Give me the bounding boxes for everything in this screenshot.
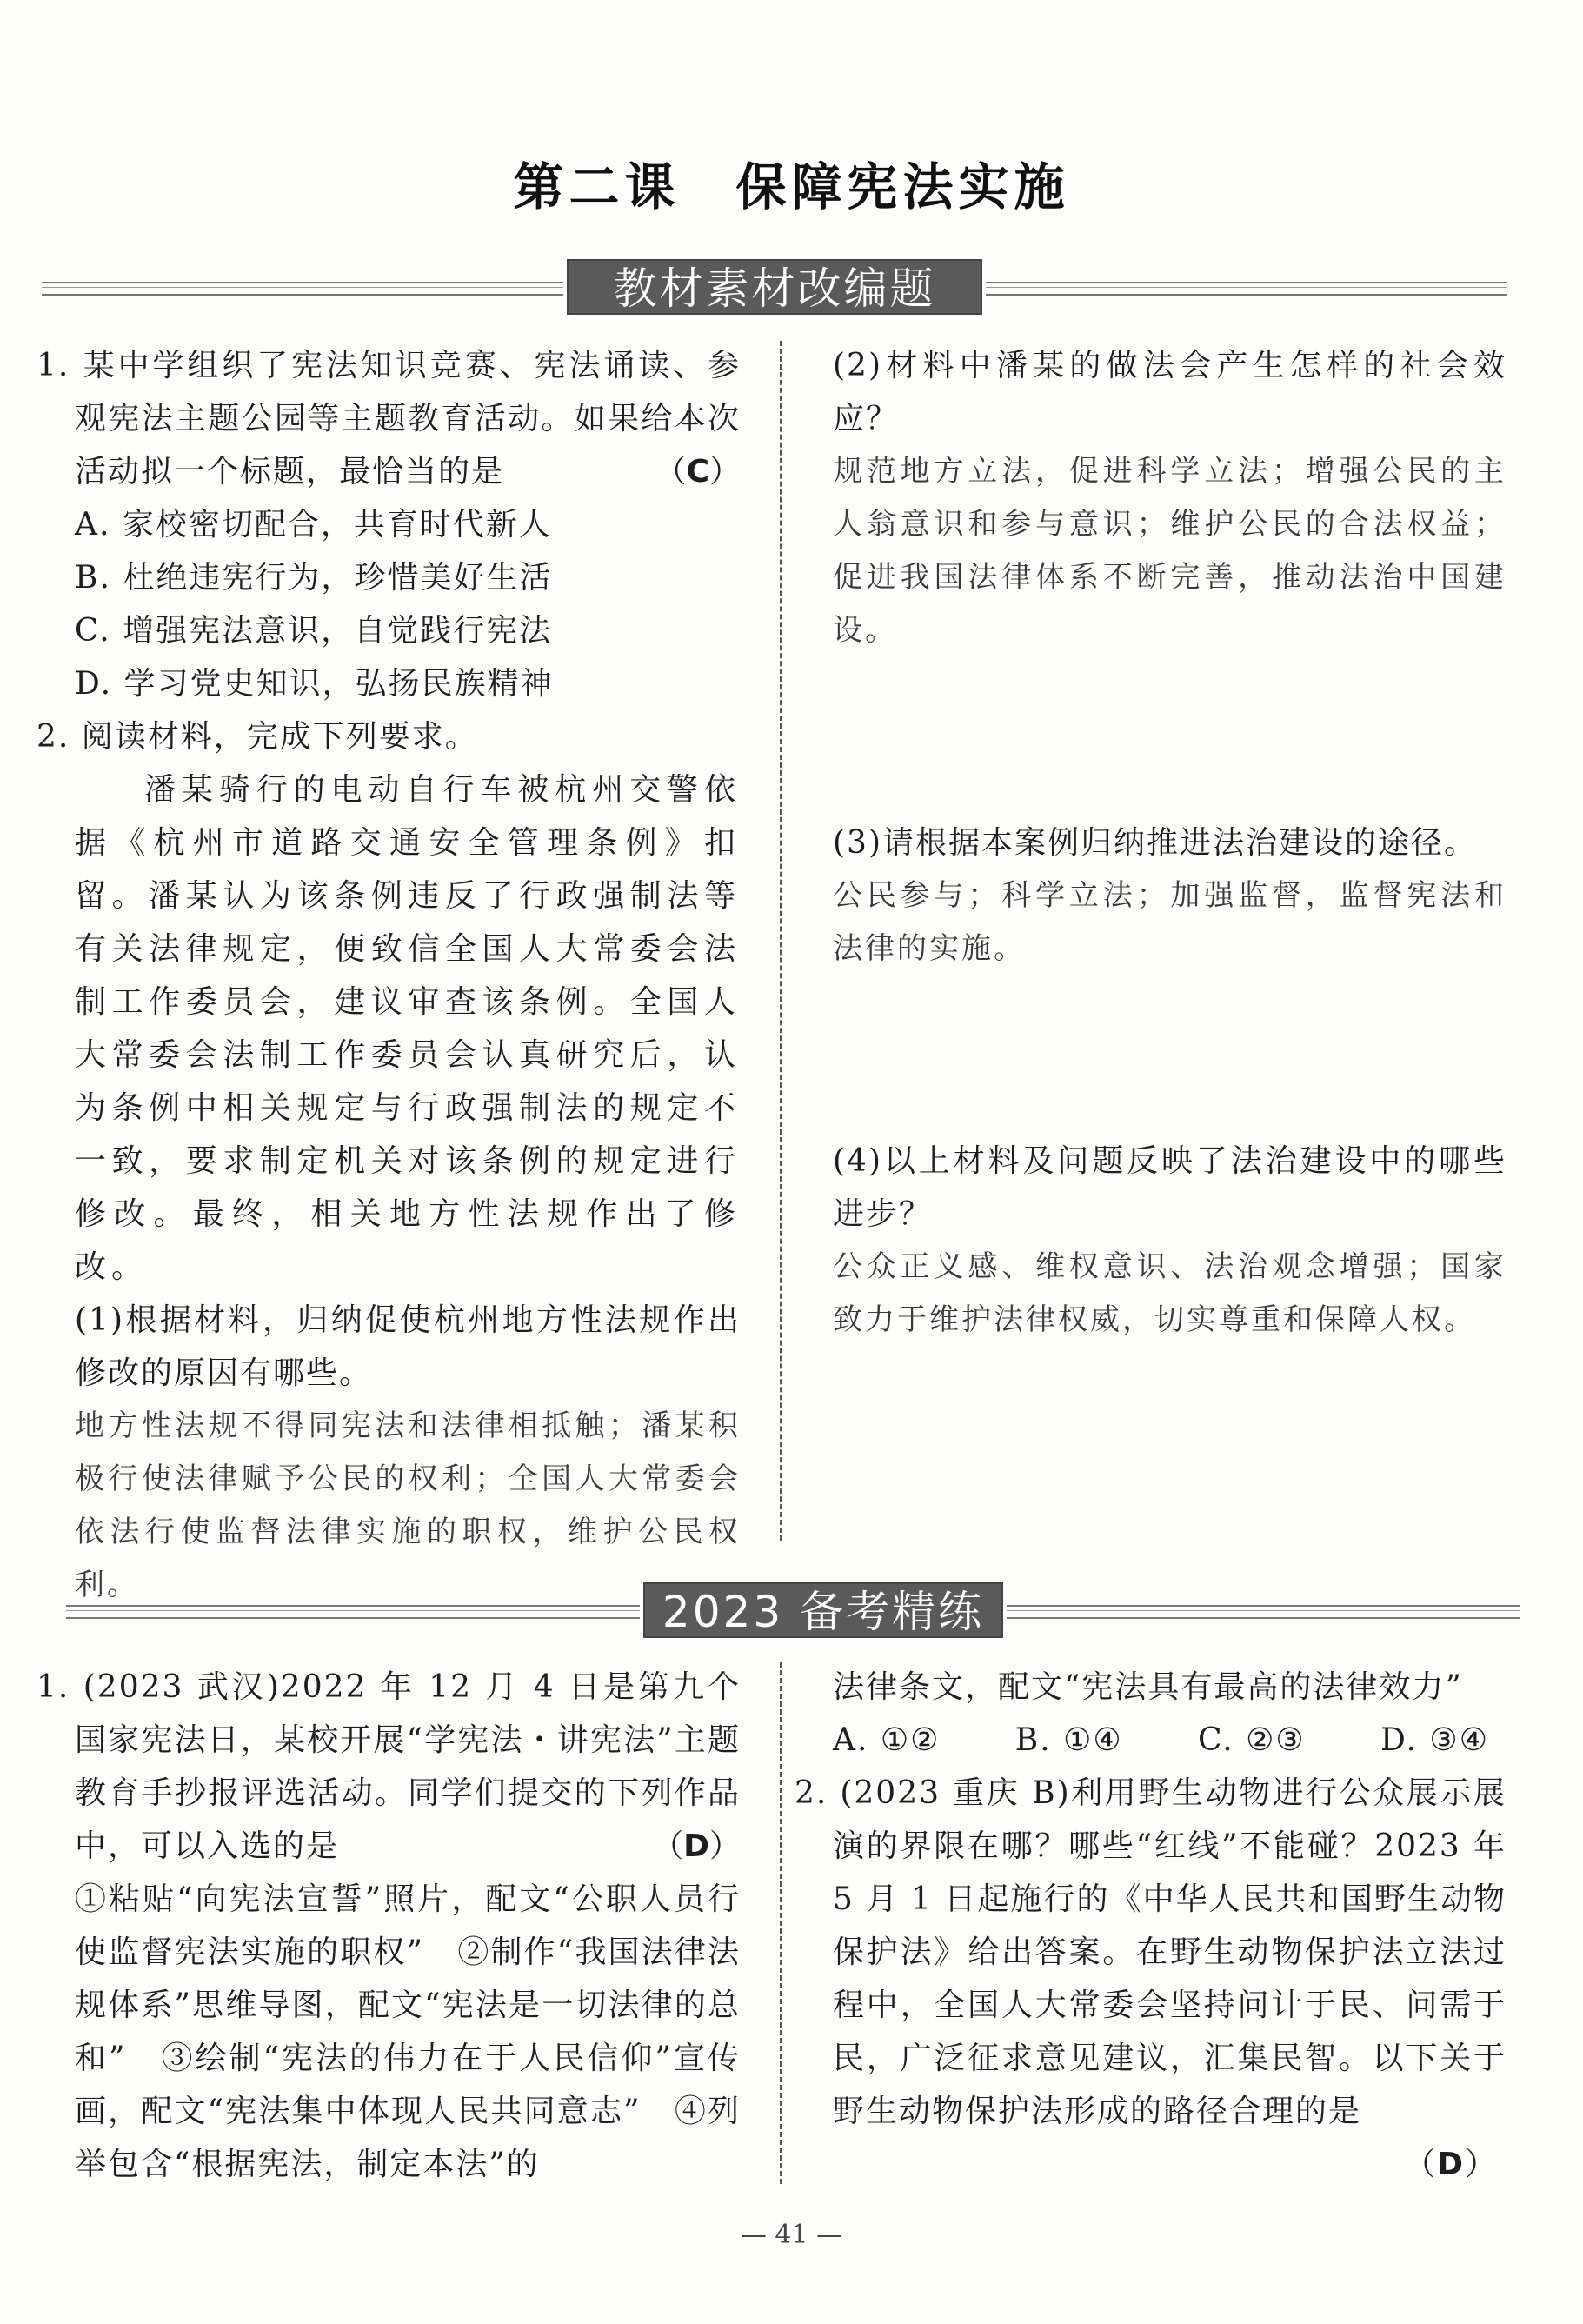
answer-4: 公众正义感、维权意识、法治观念增强；国家致力于维护法律权威，切实尊重和保障人权。: [833, 1249, 1507, 1337]
paren-open: （: [1404, 2147, 1438, 2182]
paren-close: ）: [708, 1828, 741, 1864]
option-b: B. 杜绝违宪行为，珍惜美好生活: [75, 560, 553, 596]
option-c: C. ②③: [1197, 1722, 1306, 1758]
page-title: 第二课 保障宪法实施: [513, 157, 1070, 216]
subquestion-4: (4)以上材料及问题反映了法治建设中的哪些进步？: [833, 1143, 1507, 1232]
question-2-material: 潘某骑行的电动自行车被杭州交警依据《杭州市道路交通安全管理条例》扣留。潘某认为该条例违反了行政强制法等有关法律规定，便致信全国人大常委会法制工作委员会，建议审查该条例。全国人大常委会法制工作委员会认真研究后，认为条例中相关规定与行政强制法的规定不一致，要求制定机关对该条例的规定进行修改。最终，相关地方性法规作出了修改。: [75, 772, 741, 1285]
section-banner-textbook-adapted: [42, 259, 1507, 315]
option-a: A. ①②: [833, 1722, 941, 1758]
option-d: D. ③④: [1380, 1722, 1489, 1758]
section-banner-2023-practice: [42, 1582, 1507, 1638]
subquestion-2: (2)材料中潘某的做法会产生怎样的社会效应？: [833, 348, 1507, 436]
paren-close: ）: [708, 454, 741, 489]
paren-open: （: [655, 454, 687, 489]
question-2-stem: 2. 阅读材料，完成下列要求。: [37, 719, 478, 755]
section-banner-label: 2023 备考精练: [643, 1582, 1003, 1638]
subquestion-1: (1)根据材料，归纳促使杭州地方性法规作出修改的原因有哪些。: [75, 1302, 741, 1391]
answer-choice: D: [1437, 2147, 1465, 2182]
section2-right-column: [795, 1661, 1507, 2191]
answer-bracket: [652, 1820, 741, 1873]
paren-close: ）: [1464, 2147, 1498, 2182]
section1-right-column: [833, 339, 1507, 1347]
question-1-stem: [37, 339, 741, 498]
option-c: C. 增强宪法意识，自觉践行宪法: [75, 613, 553, 649]
banner-rule-right: [1007, 1605, 1520, 1619]
answer-choice: C: [686, 454, 709, 489]
practice-question-1-text: 1. (2023 武汉)2022 年 12 月 4 日是第九个国家宪法日，某校开展“学宪法・讲宪法”主题教育手抄报评选活动。同学们提交的下列作品中，可以入选的是: [37, 1669, 741, 1864]
column-divider: [780, 1662, 782, 2184]
answer-1: 地方性法规不得同宪法和法律相抵触；潘某积极行使法律赋予公民的权利；全国人大常委会依法行使监督法律实施的职权，维护公民权利。: [75, 1408, 741, 1602]
option-d: D. 学习党史知识，弘扬民族精神: [75, 666, 554, 702]
practice-question-1-options: [833, 1714, 1507, 1767]
subquestion-3: (3)请根据本案例归纳推进法治建设的途径。: [833, 825, 1477, 861]
banner-rule-left: [42, 282, 563, 296]
section1-left-column: [37, 339, 741, 1612]
section-banner-label: 教材素材改编题: [567, 259, 982, 315]
practice-question-2-stem: 2. (2023 重庆 B)利用野生动物进行公众展示展演的界限在哪？哪些“红线”不能碰？2023 年 5 月 1 日起施行的《中华人民共和国野生动物保护法》给出答案。在野生动物保护法立法过程中，全国人大常委会坚持问计于民、问需于民，广泛征求意见建议，汇集民智。以下关于野生动物保护法形成的路径合理的是: [795, 1775, 1507, 2129]
option-a: A. 家校密切配合，共育时代新人: [75, 507, 552, 543]
option-b: B. ①④: [1014, 1722, 1123, 1758]
page-number: — 41 —: [740, 2220, 843, 2250]
answer-3: 公民参与；科学立法；加强监督，监督宪法和法律的实施。: [833, 878, 1507, 966]
banner-rule-left: [66, 1605, 640, 1619]
answer-bracket: [655, 445, 741, 498]
answer-choice: D: [683, 1828, 709, 1864]
paren-open: （: [652, 1828, 684, 1864]
banner-rule-right: [986, 282, 1507, 296]
section2-left-column: [37, 1661, 741, 2191]
question-1-text: 1. 某中学组织了宪法知识竞赛、宪法诵读、参观宪法主题公园等主题教育活动。如果给本次活动拟一个标题，最恰当的是: [37, 348, 741, 489]
practice-question-1-stem: [37, 1661, 741, 1873]
practice-question-1-items: ①粘贴“向宪法宣誓”照片，配文“公职人员行使监督宪法实施的职权” ②制作“我国法律法规体系”思维导图，配文“宪法是一切法律的总和” ③绘制“宪法的伟力在于人民信仰”宣传画，配文“宪法集中体现人民共同意志” ④列举包含“根据宪法，制定本法”的: [75, 1881, 741, 2182]
column-divider: [780, 341, 782, 1541]
practice-question-1-continued: 法律条文，配文“宪法具有最高的法律效力”: [833, 1669, 1463, 1705]
practice-question-2-answer: [833, 2138, 1507, 2191]
answer-2: 规范地方立法，促进科学立法；增强公民的主人翁意识和参与意识；维护公民的合法权益；促进我国法律体系不断完善，推动法治中国建设。: [833, 454, 1507, 648]
